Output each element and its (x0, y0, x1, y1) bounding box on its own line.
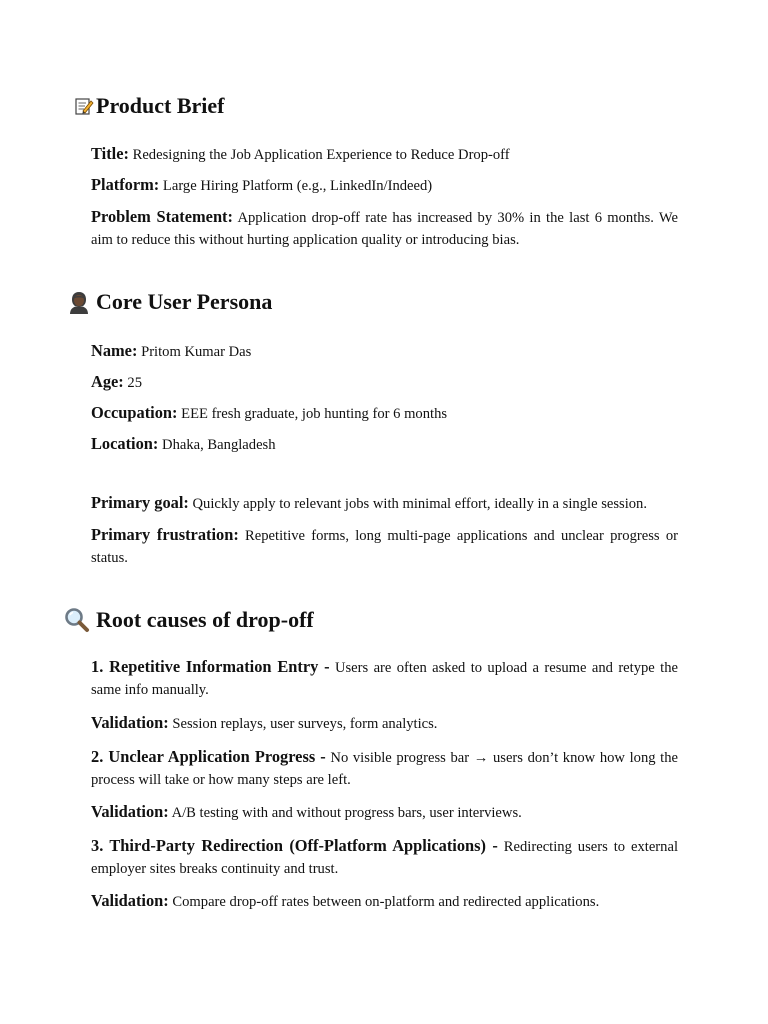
persona-primary-frustration: Primary frustration: Repetitive forms, long multi-page applications and unclear progress or status. (91, 525, 678, 566)
persona-heading-row (0, 284, 768, 320)
brief-platform: Platform: Large Hiring Platform (e.g., LinkedIn/Indeed) (91, 175, 433, 194)
brief-problem-statement: Problem Statement: Application drop-off rate has increased by 30% in the last 6 months. We aim to reduce this without hurting application quality or introducing bias. (91, 207, 679, 248)
persona-location: Location: Dhaka, Bangladesh (91, 434, 276, 453)
memo-pencil-icon (74, 96, 94, 116)
persona-heading: Core User Persona (96, 289, 273, 314)
magnifying-glass-icon (64, 607, 90, 633)
persona-primary-goal: Primary goal: Quickly apply to relevant jobs with minimal effort, ideally in a single session. (91, 493, 648, 512)
person-icon (68, 290, 90, 314)
root-causes-heading: Root causes of drop-off (96, 607, 314, 632)
root-causes-heading-row (0, 602, 768, 638)
cause-1: 1. Repetitive Information Entry - Users are often asked to upload a resume and retype the same info manually. (91, 657, 678, 698)
persona-age: Age: 25 (91, 372, 143, 391)
persona-name: Name: Pritom Kumar Das (91, 341, 252, 360)
product-brief-heading: Product Brief (96, 93, 225, 118)
product-brief-heading-row (0, 88, 768, 124)
cause-2: 2. Unclear Application Progress - No visible progress bar → users don’t know how long the process will take or how many steps are left. (91, 747, 678, 788)
cause-1-validation: Validation: Session replays, user surveys, form analytics. (91, 713, 438, 732)
cause-3-validation: Validation: Compare drop-off rates between on-platform and redirected applications. (91, 891, 600, 910)
cause-3: 3. Third-Party Redirection (Off-Platform Applications) - Redirecting users to external employer sites breaks continuity and trust. (91, 836, 679, 877)
persona-occupation: Occupation: EEE fresh graduate, job hunting for 6 months (91, 403, 448, 422)
brief-title: Title: Redesigning the Job Application Experience to Reduce Drop-off (91, 144, 510, 163)
cause-2-validation: Validation: A/B testing with and without progress bars, user interviews. (91, 802, 522, 821)
